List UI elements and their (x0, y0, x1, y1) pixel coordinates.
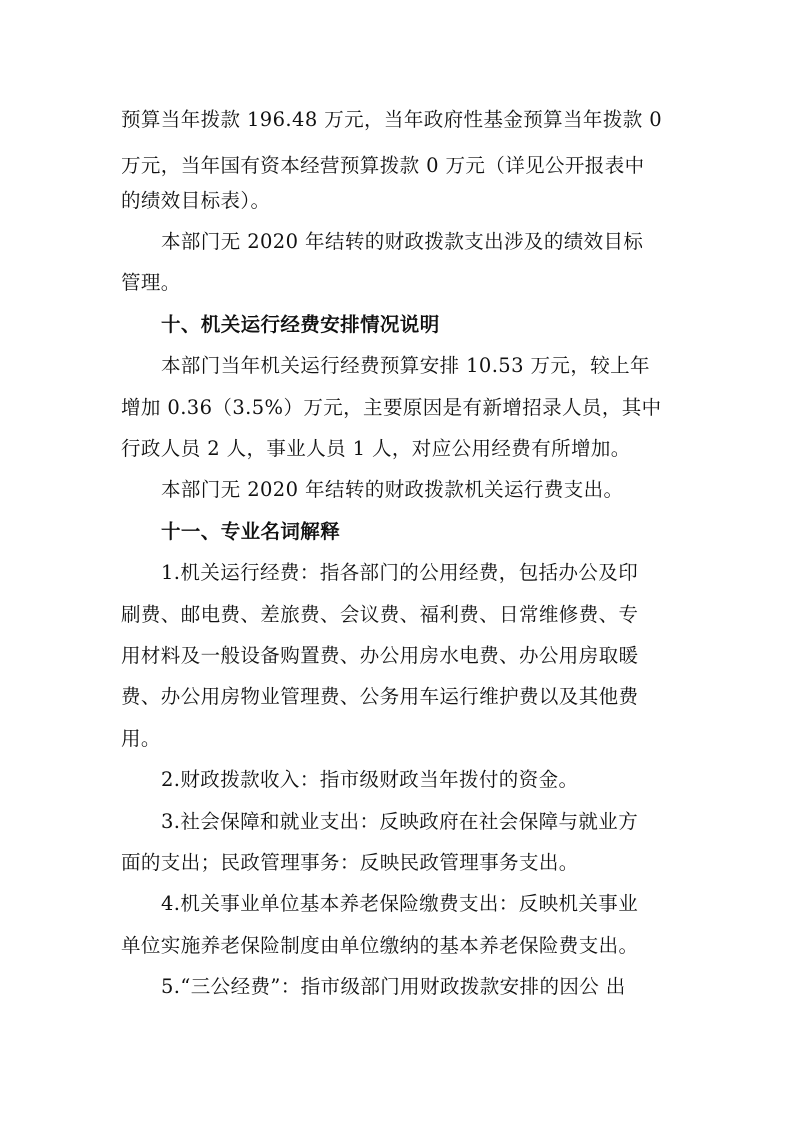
body-text-line: 的绩效目标表）。 (121, 189, 271, 212)
body-text-line: 本部门无 2020 年结转的财政拨款机关运行费支出。 (161, 478, 624, 501)
body-text-line: 万元，当年国有资本经营预算拨款 0 万元（详见公开报表中 (121, 154, 645, 177)
section-heading: 十、机关运行经费安排情况说明 (161, 313, 440, 336)
body-text-line: 行政人员 2 人，事业人员 1 人，对应公用经费有所增加。 (121, 437, 631, 460)
body-text-line: 费、办公用房物业管理费、公务用车运行维护费以及其他费 (121, 685, 639, 708)
body-text-line: 用材料及一般设备购置费、办公用房水电费、办公用房取暖 (121, 644, 639, 667)
body-text-line: 3.社会保障和就业支出：反映政府在社会保障与就业方 (161, 810, 639, 833)
body-text-line: 2.财政拨款收入：指市级财政当年拨付的资金。 (161, 768, 579, 791)
body-text-line: 用。 (121, 727, 161, 750)
body-text-line: 管理。 (121, 271, 181, 294)
body-text-line: 增加 0.36（3.5%）万元，主要原因是有新增招录人员，其中 (121, 396, 662, 419)
body-text-line: 本部门无 2020 年结转的财政拨款支出涉及的绩效目标 (161, 230, 644, 253)
body-text-line: 本部门当年机关运行经费预算安排 10.53 万元，较上年 (161, 354, 650, 377)
body-text-line: 5.“三公经费”：指市级部门用财政拨款安排的因公 出 (161, 975, 626, 998)
body-text-line: 刷费、邮电费、差旅费、会议费、福利费、日常维修费、专 (121, 603, 639, 626)
section-heading: 十一、专业名词解释 (161, 520, 341, 543)
body-text-line: 单位实施养老保险制度由单位缴纳的基本养老保险费支出。 (121, 934, 639, 957)
body-text-line: 4.机关事业单位基本养老保险缴费支出：反映机关事业 (161, 892, 639, 915)
body-text-line: 面的支出；民政管理事务：反映民政管理事务支出。 (121, 851, 579, 874)
body-text-line: 1.机关运行经费：指各部门的公用经费，包括办公及印 (161, 561, 639, 584)
body-text-line: 预算当年拨款 196.48 万元，当年政府性基金预算当年拨款 0 (121, 108, 663, 131)
